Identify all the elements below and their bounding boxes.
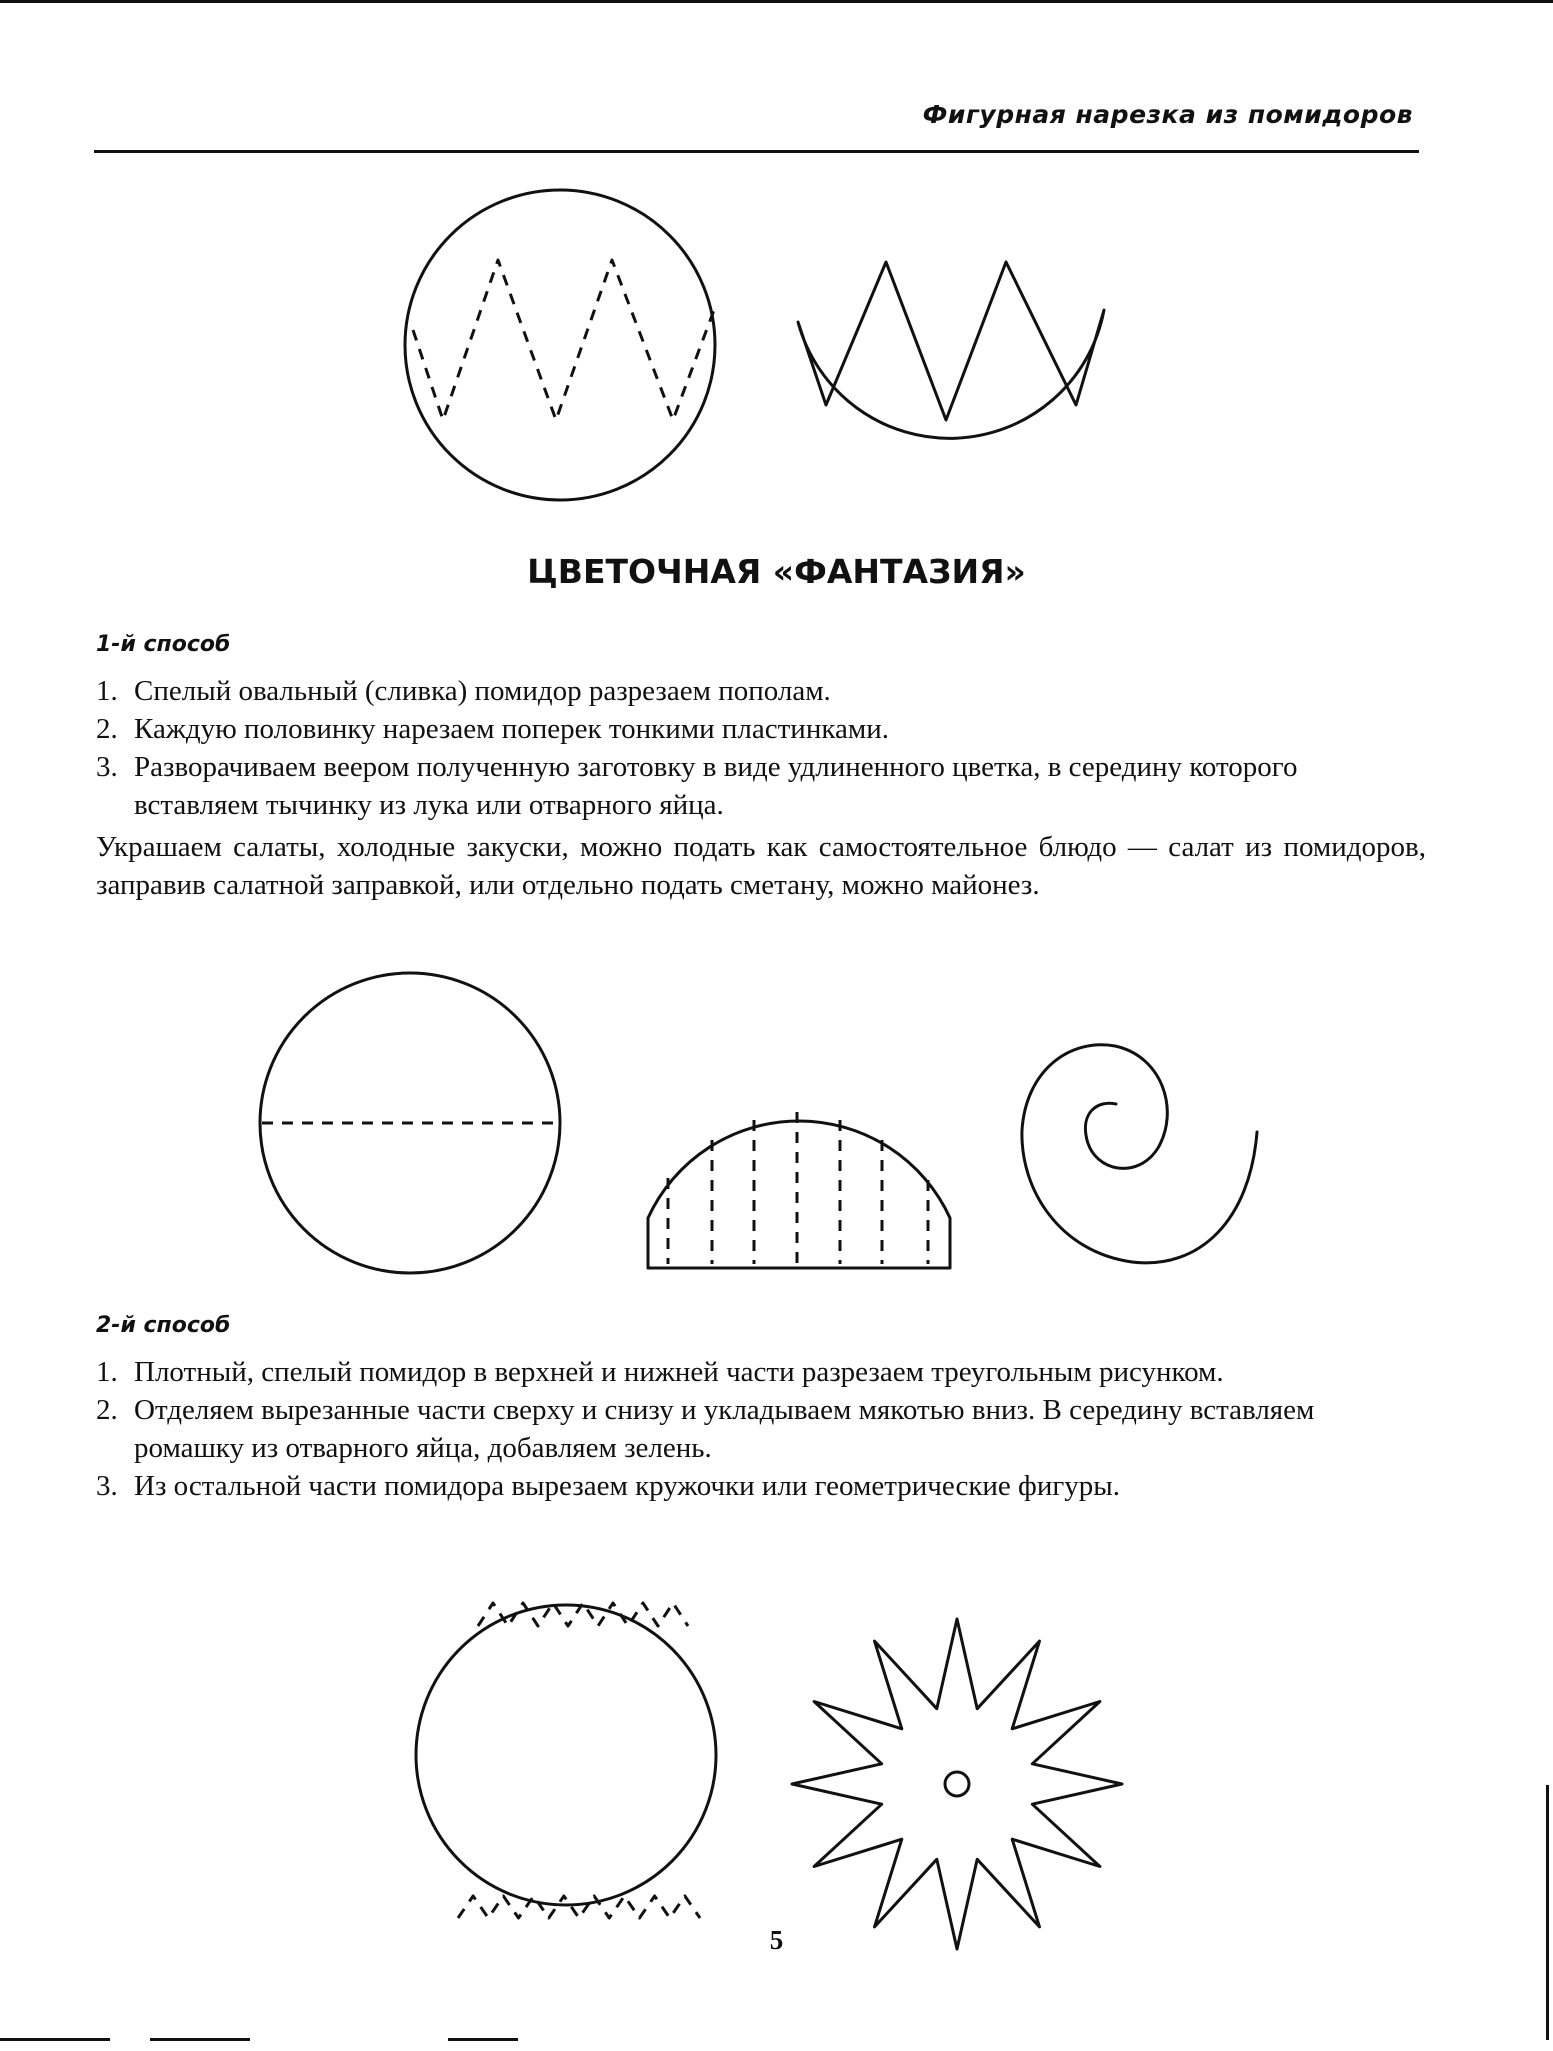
method2-heading: 2-й способ	[96, 1313, 231, 1338]
list-item: 3. Из остальной части помидора вырезаем кружочки или геометрические фигуры.	[96, 1470, 1120, 1502]
method1-note: Украшаем салаты, холодные закуски, можно подать как самостоятельное блюдо — салат из помидоров, заправив салатной заправкой, или отдельно подать сметану, можно майонез.	[96, 831, 1426, 901]
page-number: 5	[769, 1925, 784, 1955]
bottom-zigzag-cut	[458, 1896, 700, 1918]
list-item: 2. Каждую половинку нарезаем поперек тонкими пластинками.	[96, 713, 889, 745]
scan-bottom-mark	[150, 2038, 250, 2041]
method1-heading: 1-й способ	[96, 632, 231, 657]
running-header-title: Фигурная нарезка из помидоров	[922, 100, 1413, 129]
flower-center	[945, 1772, 969, 1796]
star-flower-shape	[792, 1619, 1122, 1949]
zigzag-top-bottom-tomato	[416, 1605, 716, 1905]
list-item: 3. Разворачиваем веером полученную заготовку в виде удлиненного цветка, в середину которого вставляем тычинку из лука или отварного яйца.	[96, 751, 1298, 821]
list-item: 2. Отделяем вырезанные части сверху и снизу и укладываем мякотью вниз. В середину вставляем ромашку из отварного яйца, добавляем зелень.	[96, 1394, 1315, 1464]
list-item: 1. Спелый овальный (сливка) помидор разрезаем пополам.	[96, 675, 831, 707]
scan-bottom-mark	[0, 2038, 110, 2041]
scan-bottom-mark	[448, 2038, 518, 2041]
list-item: 1. Плотный, спелый помидор в верхней и нижней части разрезаем треугольным рисунком.	[96, 1356, 1224, 1388]
scan-right-edge	[1546, 1785, 1549, 2040]
section-title: ЦВЕТОЧНАЯ «ФАНТАЗИЯ»	[527, 552, 1026, 591]
zigzag-cut-line	[458, 1896, 700, 1918]
